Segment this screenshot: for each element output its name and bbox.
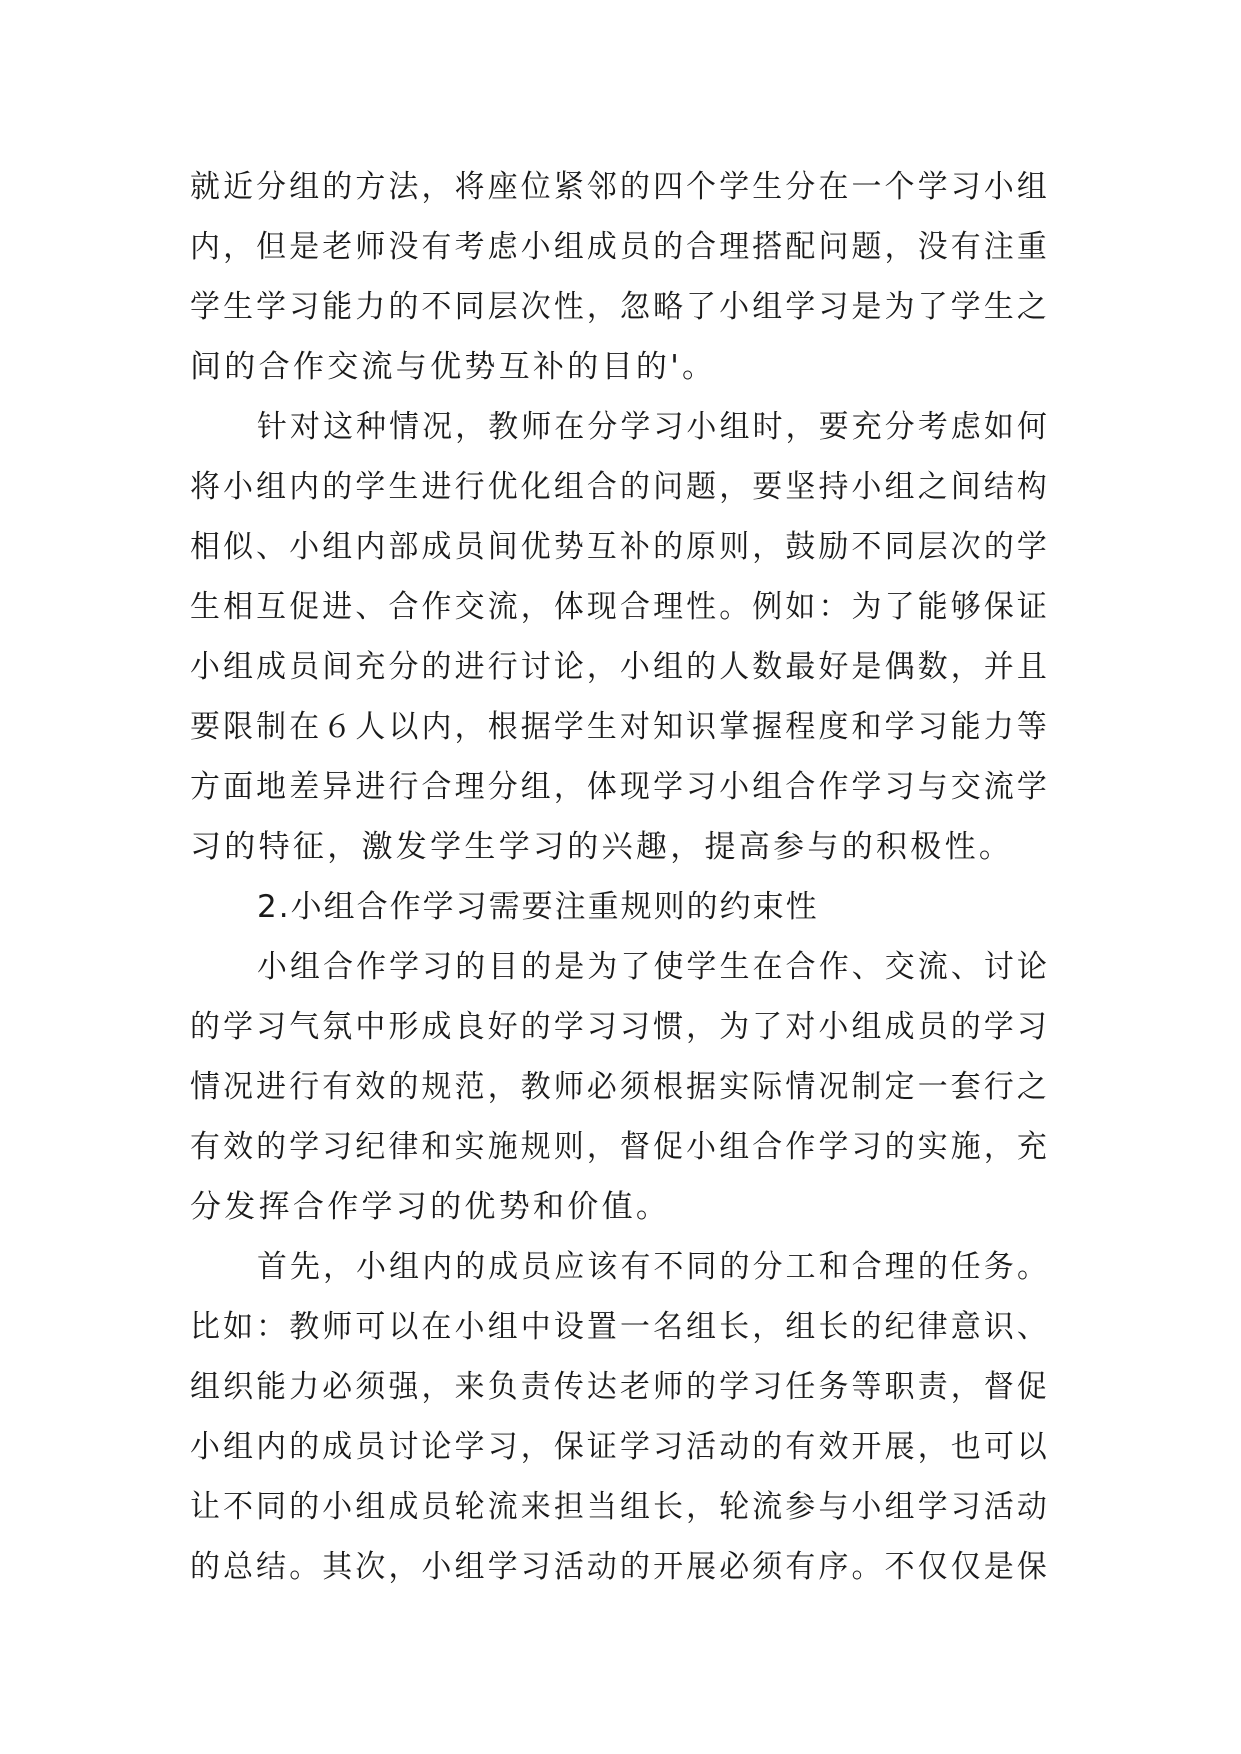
text-line: 小组内的成员讨论学习，保证学习活动的有效开展，也可以: [190, 1429, 1050, 1465]
text-line: 要限制在６人以内，根据学生对知识掌握程度和学习能力等: [190, 709, 1050, 745]
text-line: 小组成员间充分的进行讨论，小组的人数最好是偶数，并且: [190, 649, 1050, 685]
section-heading: 2.小组合作学习需要注重规则的约束性: [257, 889, 819, 925]
text-line: 方面地差异进行合理分组，体现学习小组合作学习与交流学: [190, 769, 1050, 805]
text-line: 有效的学习纪律和实施规则，督促小组合作学习的实施，充: [190, 1129, 1050, 1165]
paragraph-first-line: 小组合作学习的目的是为了使学生在合作、交流、讨论: [257, 949, 1050, 985]
text-line: 就近分组的方法，将座位紧邻的四个学生分在一个学习小组: [190, 169, 1050, 205]
paragraph-first-line: 针对这种情况，教师在分学习小组时，要充分考虑如何: [257, 409, 1050, 445]
text-line: 的总结。其次，小组学习活动的开展必须有序。不仅仅是保: [190, 1549, 1050, 1585]
paragraph-first-line: 首先，小组内的成员应该有不同的分工和合理的任务。: [257, 1249, 1050, 1285]
text-line: 组织能力必须强，来负责传达老师的学习任务等职责，督促: [190, 1369, 1050, 1405]
text-line: 间的合作交流与优势互补的目的'。: [190, 349, 717, 385]
text-line: 学生学习能力的不同层次性，忽略了小组学习是为了学生之: [190, 289, 1050, 325]
text-line: 习的特征，激发学生学习的兴趣，提高参与的积极性。: [190, 829, 1014, 865]
text-line: 相似、小组内部成员间优势互补的原则，鼓励不同层次的学: [190, 529, 1050, 565]
text-line: 让不同的小组成员轮流来担当组长，轮流参与小组学习活动: [190, 1489, 1050, 1525]
text-line: 比如：教师可以在小组中设置一名组长，组长的纪律意识、: [190, 1309, 1050, 1345]
text-line: 将小组内的学生进行优化组合的问题，要坚持小组之间结构: [190, 469, 1050, 505]
text-line: 生相互促进、合作交流，体现合理性。例如：为了能够保证: [190, 589, 1050, 625]
text-line: 内，但是老师没有考虑小组成员的合理搭配问题，没有注重: [190, 229, 1050, 265]
text-line: 分发挥合作学习的优势和价值。: [190, 1189, 671, 1225]
text-line: 情况进行有效的规范，教师必须根据实际情况制定一套行之: [190, 1069, 1050, 1105]
text-line: 的学习气氛中形成良好的学习习惯，为了对小组成员的学习: [190, 1009, 1050, 1045]
